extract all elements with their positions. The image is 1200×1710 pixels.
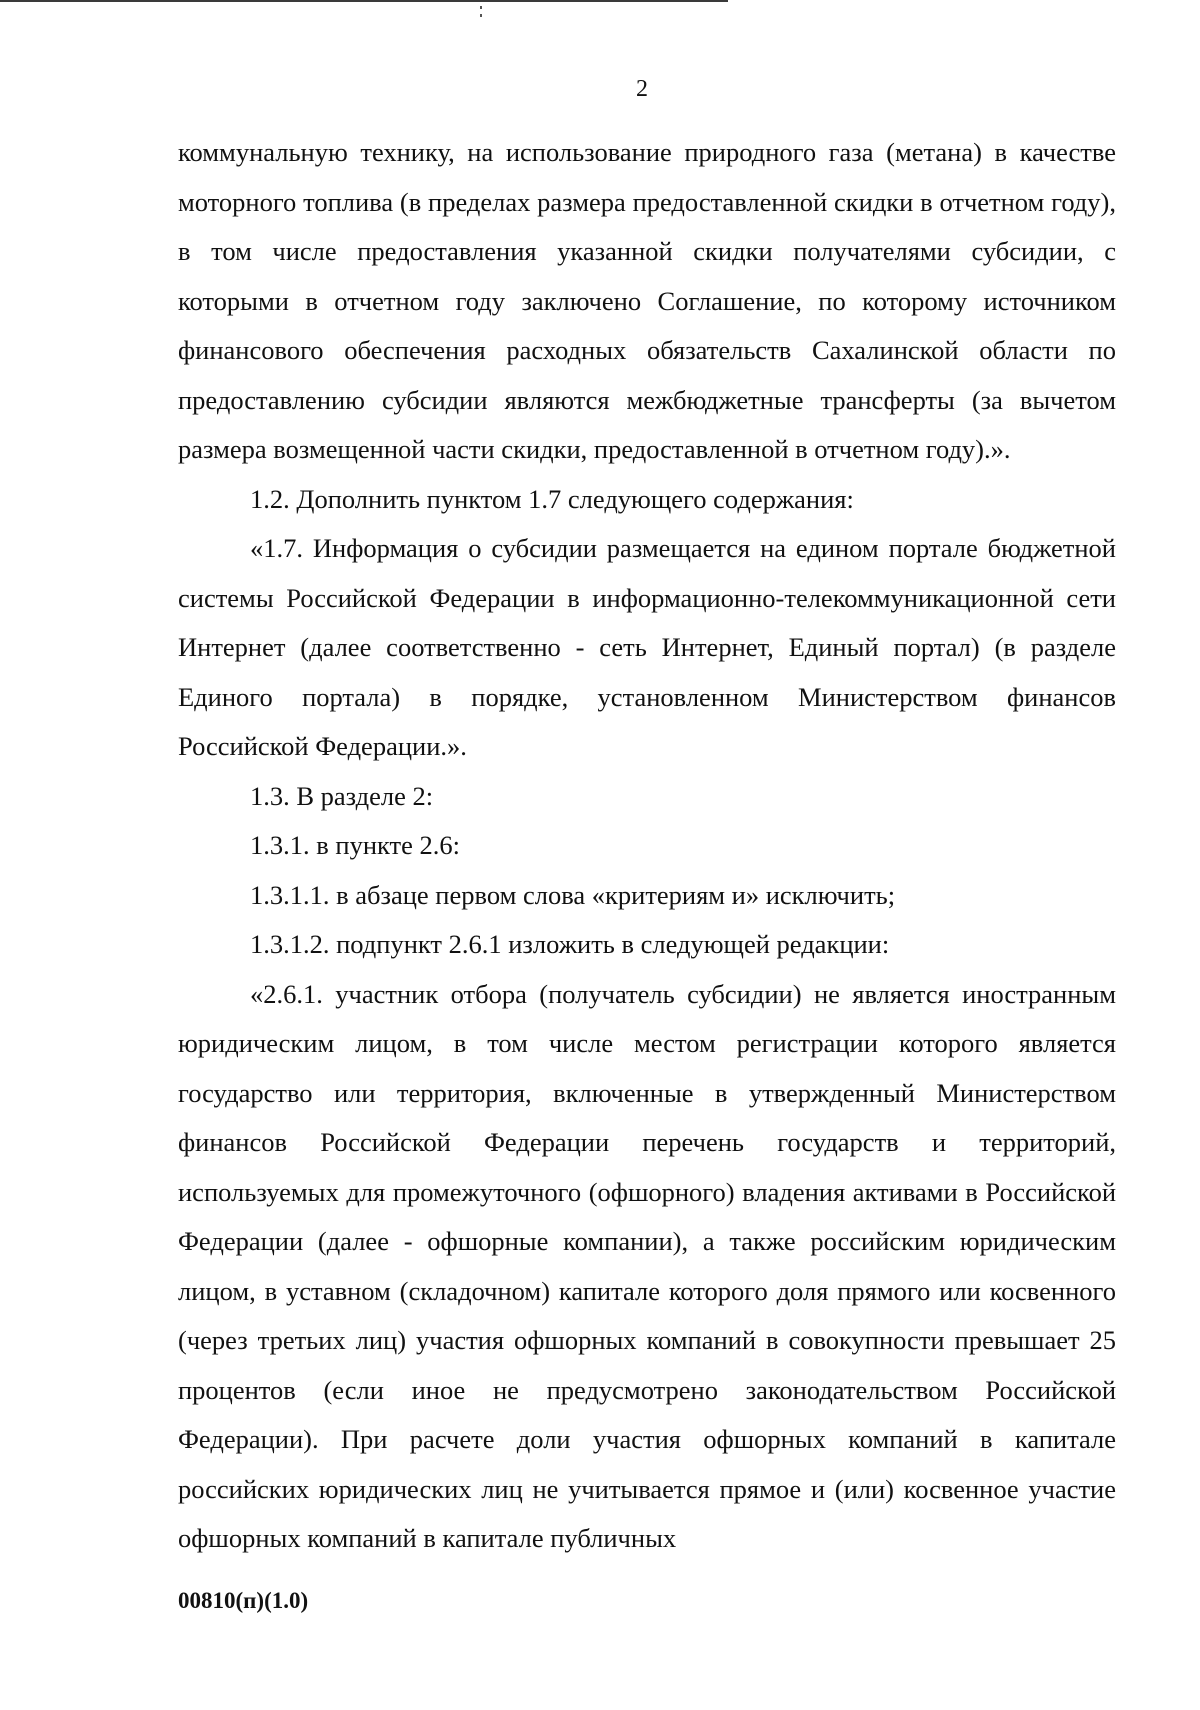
document-code: 00810(п)(1.0) bbox=[178, 1588, 309, 1613]
paragraph-continuation: коммунальную технику, на использование природного газа (метана) в качестве моторного топлива (в пределах размера предоставленной скидки в отчетном году), в том числе предоставления указанной скидки получателями субсидии, с которыми в отчетном году заключено Соглашение, по которому источником финансового обеспечения расходных обязательств Сахалинской области по предоставлению субсидии являются межбюджетные трансферты (за вычетом размера возмещенной части скидки, предоставленной в отчетном году).». bbox=[178, 137, 1116, 464]
paragraph-2-6-1-quote: «2.6.1. участник отбора (получатель субсидии) не является иностранным юридическим лицом, в том числе местом регистрации которого является государство или территория, включенные в утвержденный Министерством финансов Российской Федерации перечень государств и территорий, используемых для промежуточного (офшорного) владения активами в Российской Федерации (далее - офшорные компании), а также российским юридическим лицом, в уставном (складочном) капитале которого доля прямого или косвенного (через третьих лиц) участия офшорных компаний в совокупности превышает 25 процентов (если иное не предусмотрено законодательством Российской Федерации). При расчете доли участия офшорных компаний в капитале российских юридических лиц не учитывается прямое и (или) косвенное участие офшорных компаний в капитале публичных bbox=[178, 978, 1116, 1553]
paragraph-1-7-quote: «1.7. Информация о субсидии размещается на едином портале бюджетной системы Российской Федерации в информационно-телекоммуникационной сети Интернет (далее соответственно - сеть Интернет, Единый портал) (в разделе Единого портала) в порядке, установленном Министерством финансов Российской Федерации.». bbox=[178, 533, 1116, 761]
paragraph-1-3-1-2: 1.3.1.2. подпункт 2.6.1 изложить в следующей редакции: bbox=[250, 929, 890, 959]
scan-mark bbox=[480, 6, 482, 9]
paragraph-1-3-1: 1.3.1. в пункте 2.6: bbox=[250, 830, 460, 860]
top-edge-rule bbox=[0, 0, 728, 2]
paragraph-1-3-1-1: 1.3.1.1. в абзаце первом слова «критериям и» исключить; bbox=[250, 879, 896, 910]
paragraph-1-2: 1.2. Дополнить пунктом 1.7 следующего содержания: bbox=[250, 483, 854, 514]
page-number: 2 bbox=[636, 76, 648, 102]
paragraph-1-3: 1.3. В разделе 2: bbox=[250, 780, 434, 811]
scan-mark bbox=[480, 14, 482, 17]
document-body bbox=[178, 128, 1116, 1564]
